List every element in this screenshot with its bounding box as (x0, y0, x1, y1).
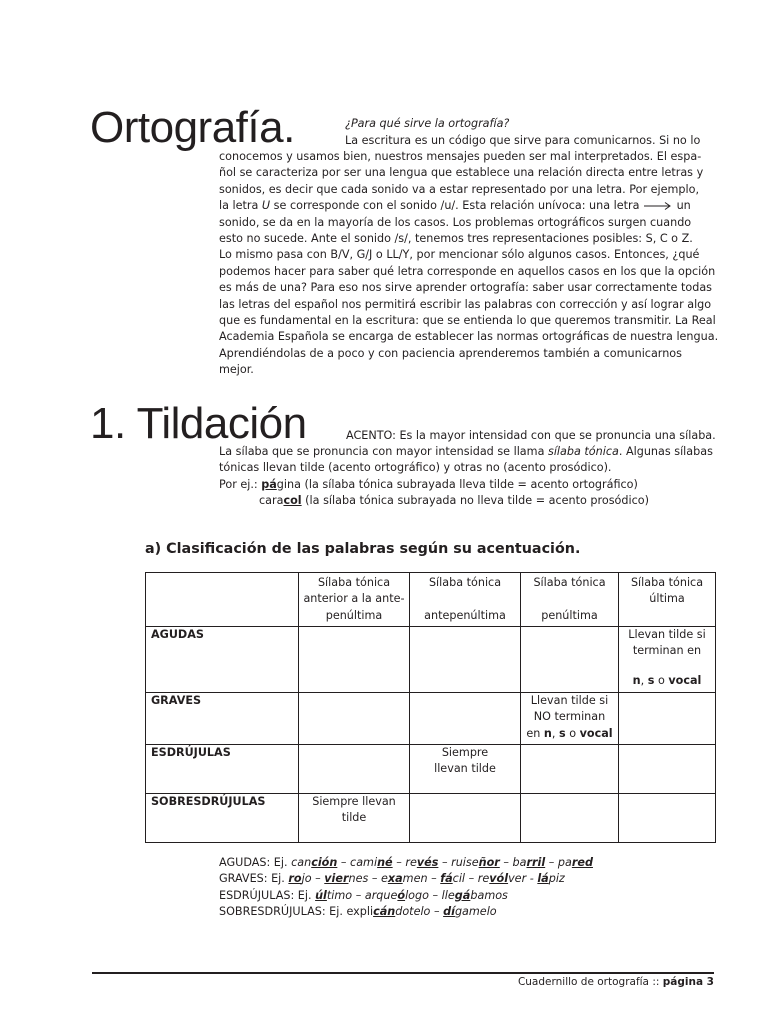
stressed-syllable: xa (387, 872, 403, 886)
stressed-syllable: úl (315, 888, 327, 902)
example-agudas (219, 855, 593, 871)
example-caracol (219, 493, 713, 509)
text-span: gina (la sílaba tónica subrayada lleva tilde = acento ortográfico) (276, 477, 638, 491)
text-span: bamos (470, 888, 508, 902)
text-span: – ruise (438, 856, 479, 869)
intro-line: es más de una? Para eso nos sirve aprender ortografía: saber usar correctamente todas (219, 281, 712, 295)
table-cell (521, 693, 619, 745)
table-header: Sílaba tónica penúltima (521, 573, 619, 627)
section-title: 1. Tildación (90, 399, 307, 448)
stressed-syllable: dí (443, 905, 455, 919)
text-span: vocal (579, 726, 613, 740)
text-span: sílaba tónica (547, 445, 619, 458)
stressed-syllable: vés (416, 856, 439, 869)
text-span: n (543, 726, 552, 740)
table-header: Sílaba tónica última (619, 573, 716, 627)
text-span: logo – lle (405, 888, 455, 902)
example-pagina (219, 477, 713, 493)
intro-paragraph (219, 149, 719, 379)
table-cell (410, 627, 521, 693)
text-span: la letra (219, 199, 262, 213)
text-span: U (261, 199, 271, 213)
stressed-syllable: gá (454, 888, 471, 902)
cell-line: en n, s o vocal (526, 726, 613, 740)
text-span: – pa (545, 856, 572, 869)
intro-line: podemos hacer para saber qué letra corresponde en aquellos casos en los que la opción (219, 264, 716, 278)
stressed-syllable: ro (288, 872, 302, 886)
text-span: jo – (301, 872, 325, 886)
row-label: SOBRESDRÚJULAS (146, 794, 299, 843)
table-cell: Siempre llevan tilde (299, 794, 410, 843)
cell-line: terminan en (632, 644, 702, 658)
intro-line: sonido, se da en la mayoría de los casos. Los problemas ortográficos surgen cuando (219, 215, 692, 229)
intro-line-letra (219, 198, 719, 214)
example-graves (219, 871, 593, 887)
stressed-syllable: né (377, 856, 393, 869)
table-row (146, 794, 716, 843)
intro-line: Aprendiéndolas de a poco y con paciencia aprenderemos también a comunicarnos (219, 346, 682, 360)
text-span: s (647, 673, 655, 687)
stressed-syllable: ción (311, 856, 338, 869)
stressed-syllable: fá (440, 872, 453, 886)
stressed-syllable: cán (373, 905, 396, 919)
text-span: (la sílaba tónica subrayada no lleva tilde = acento prosódico) (301, 494, 649, 508)
classification-table (145, 572, 716, 843)
text-span: s (558, 726, 566, 740)
row-label: GRAVES (146, 693, 299, 745)
footer-divider (92, 972, 714, 974)
example-sobresdrujulas (219, 904, 593, 920)
intro-first-line: La escritura es un código que sirve para comunicarnos. Si no lo (345, 134, 701, 147)
text-span: . Algunas sílabas (618, 445, 713, 458)
text-span: can (291, 856, 312, 869)
intro-line: ñol se caracteriza por ser una lengua que establece una relación directa entre letras y (219, 166, 704, 180)
table-cell (410, 693, 521, 745)
text-span: AGUDAS: Ej. (219, 856, 292, 869)
stressed-syllable: vier (324, 872, 349, 886)
cell-line: Llevan tilde si (530, 694, 609, 707)
intro-line: mejor. (219, 363, 254, 377)
stressed-syllable: ó (397, 888, 406, 902)
stressed-syllable: col (283, 494, 302, 508)
cell-line: n, s o vocal (632, 673, 702, 687)
table-cell (619, 693, 716, 745)
table-cell (410, 794, 521, 843)
text-span: dotelo – (395, 905, 444, 919)
intro-line: que es fundamental en la escritura: que se entienda lo que queremos transmitir. La Real (219, 314, 716, 328)
cell-line: Llevan tilde si (628, 628, 706, 641)
table-row (146, 627, 716, 693)
table-cell (619, 627, 716, 693)
table-cell (521, 794, 619, 843)
footer-label: Cuadernillo de ortografía :: (517, 976, 663, 988)
stressed-syllable: vól (489, 872, 509, 886)
page-footer (518, 976, 714, 988)
stressed-syllable: rril (526, 856, 546, 869)
text-span: – cami (337, 856, 378, 869)
table-header-row (146, 573, 716, 627)
text-span: cil – re (452, 872, 490, 886)
text-span: o (565, 726, 580, 740)
text-span: nes – e (348, 872, 388, 886)
tonicas-line: tónicas llevan tilde (acento ortográfico) y otras no (acento prosódico). (219, 461, 612, 475)
table-cell (299, 745, 410, 794)
cell-line: NO terminan (533, 710, 606, 724)
text-span: n (632, 673, 641, 687)
text-span: vocal (668, 673, 702, 687)
table-header-empty (146, 573, 299, 627)
text-span: ver - (508, 872, 538, 886)
table-cell (521, 627, 619, 693)
intro-line: sonidos, es decir que cada sonido va a estar representado por una letra. Por ejemplo, (219, 182, 699, 196)
intro-question: ¿Para qué sirve la ortografía? (345, 117, 510, 130)
table-row (146, 745, 716, 794)
text-span: o (654, 673, 669, 687)
stressed-syllable: lá (537, 872, 549, 886)
row-label: AGUDAS (146, 627, 299, 693)
text-span: – ba (499, 856, 527, 869)
intro-line: esto no sucede. Ante el sonido /s/, tenemos tres representaciones posibles: S, C o Z. (219, 232, 693, 246)
example-esdrujulas (219, 888, 593, 904)
table-header: Sílaba tónica anterior a la ante-penúltima (299, 573, 410, 627)
intro-line: las letras del español nos permitirá escribir las palabras con corrección y así lograr algo (219, 297, 712, 311)
page-title: Ortografía. (90, 103, 295, 152)
text-span: ESDRÚJULAS: Ej. (219, 888, 316, 902)
text-span: un (676, 199, 691, 213)
subsection-title: a) Clasificación de las palabras según su acentuación. (145, 541, 581, 557)
stressed-syllable: red (571, 856, 593, 869)
table-cell (299, 627, 410, 693)
stressed-syllable: pá (261, 477, 277, 491)
table-cell (299, 693, 410, 745)
intro-line: Academia Española se encarga de establecer las normas ortográficas de nuestra lengua. (219, 330, 719, 344)
text-span: La sílaba que se pronuncia con mayor intensidad se llama (219, 445, 548, 458)
table-cell (521, 745, 619, 794)
page-number: página 3 (662, 976, 714, 988)
table-cell: Siempre llevan tilde (410, 745, 521, 794)
row-label: ESDRÚJULAS (146, 745, 299, 794)
text-span: men – (402, 872, 441, 886)
acento-definition: ACENTO: Es la mayor intensidad con que se pronuncia una sílaba. (346, 429, 716, 442)
table-cell (619, 794, 716, 843)
text-span: se corresponde con el sonido /u/. Esta relación unívoca: una letra (270, 199, 640, 213)
text-span: en (526, 726, 544, 740)
table-row (146, 693, 716, 745)
text-span: cara (259, 494, 284, 508)
stressed-syllable: ñor (478, 856, 500, 869)
text-span: gamelo (454, 905, 497, 919)
table-header: Sílaba tónica antepenúltima (410, 573, 521, 627)
text-span: Por ej.: (219, 477, 262, 491)
text-span: SOBRESDRÚJULAS: Ej. expli (219, 905, 374, 919)
intro-line: conocemos y usamos bien, nuestros mensajes pueden ser mal interpretados. El espa- (219, 150, 702, 163)
text-span: – re (392, 856, 417, 869)
text-span: timo – arque (326, 888, 398, 902)
silaba-line (219, 444, 713, 460)
table-cell (619, 745, 716, 794)
text-span: piz (548, 872, 565, 886)
examples-block (219, 855, 593, 921)
arrow-right-icon (643, 201, 673, 211)
intro-line: Lo mismo pasa con B/V, G/J o LL/Y, por mencionar sólo algunos casos. Entonces, ¿qué (219, 248, 700, 262)
tildacion-paragraph (219, 444, 713, 510)
text-span: GRAVES: Ej. (219, 872, 289, 886)
